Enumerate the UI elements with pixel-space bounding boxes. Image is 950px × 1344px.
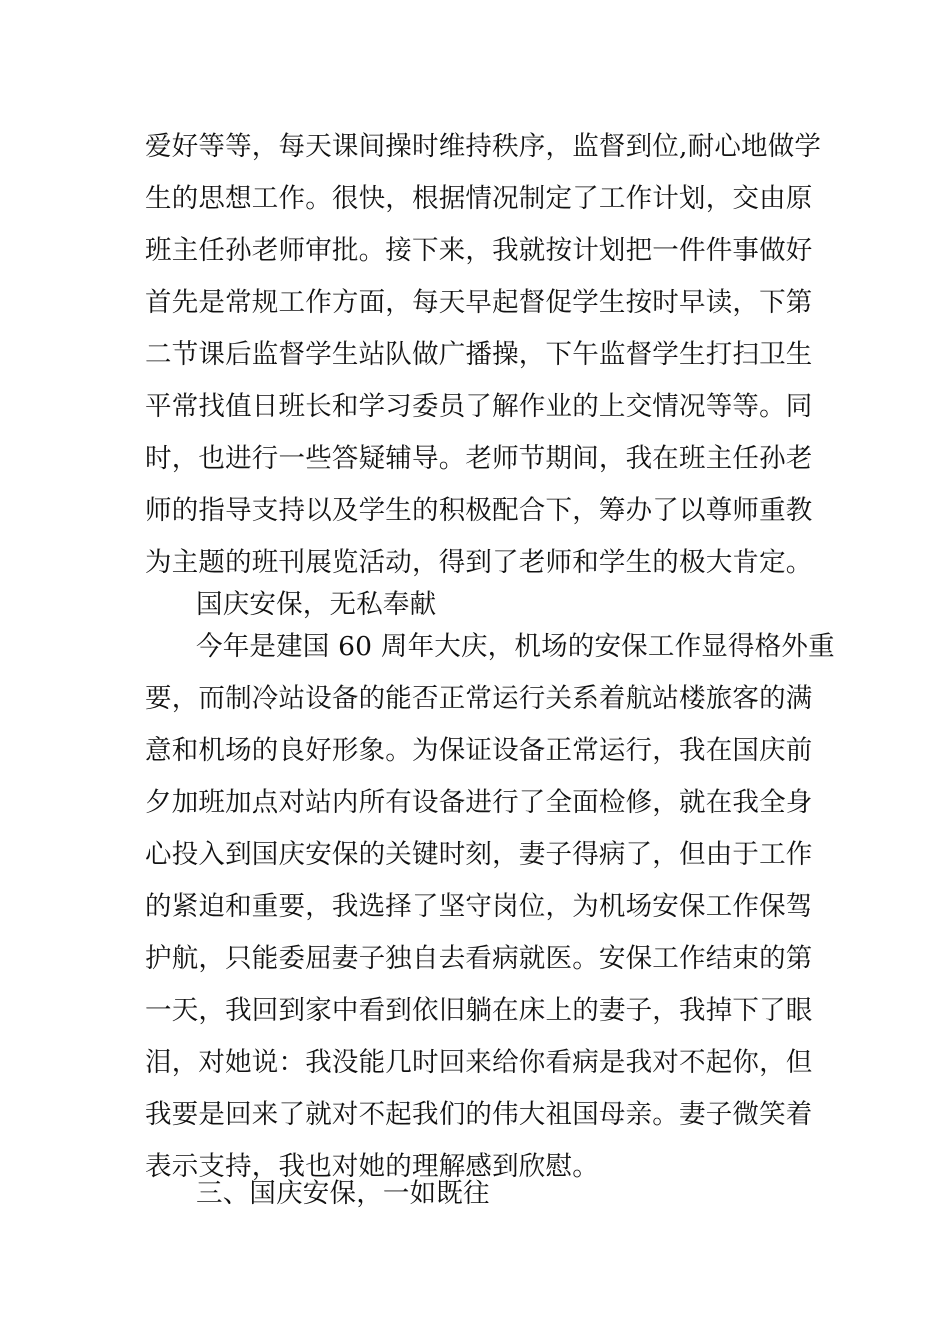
text-line: 意和机场的良好形象。为保证设备正常运行，我在国庆前 (145, 735, 813, 766)
text-line: 时，也进行一些答疑辅导。老师节期间，我在班主任孙老 (145, 443, 813, 474)
text-line: 为主题的班刊展览活动，得到了老师和学生的极大肯定。 (145, 547, 813, 578)
text-line: 的紧迫和重要，我选择了坚守岗位，为机场安保工作保驾 (145, 891, 813, 922)
text-line: 今年是建国 60 周年大庆，机场的安保工作显得格外重 (196, 631, 835, 662)
text-line: 首先是常规工作方面，每天早起督促学生按时早读，下第 (145, 287, 813, 318)
section-heading: 三、国庆安保，一如既往 (196, 1178, 490, 1209)
text-line: 生的思想工作。很快，根据情况制定了工作计划，交由原 (145, 183, 813, 214)
section-heading: 国庆安保，无私奉献 (196, 589, 437, 620)
text-line: 表示支持，我也对她的理解感到欣慰。 (145, 1151, 599, 1182)
text-line: 夕加班加点对站内所有设备进行了全面检修，就在我全身 (145, 787, 813, 818)
text-line: 爱好等等，每天课间操时维持秩序，监督到位,耐心地做学 (145, 131, 822, 162)
text-line: 师的指导支持以及学生的积极配合下，筹办了以尊师重教 (145, 495, 813, 526)
text-line: 我要是回来了就对不起我们的伟大祖国母亲。妻子微笑着 (145, 1099, 813, 1130)
text-line: 要，而制冷站设备的能否正常运行关系着航站楼旅客的满 (145, 683, 813, 714)
text-line: 一天，我回到家中看到依旧躺在床上的妻子，我掉下了眼 (145, 995, 813, 1026)
text-line: 二节课后监督学生站队做广播操，下午监督学生打扫卫生 (145, 339, 813, 370)
text-line: 平常找值日班长和学习委员了解作业的上交情况等等。同 (145, 391, 813, 422)
text-line: 泪，对她说：我没能几时回来给你看病是我对不起你，但 (145, 1047, 813, 1078)
text-line: 班主任孙老师审批。接下来，我就按计划把一件件事做好 (145, 235, 813, 266)
text-line: 护航，只能委屈妻子独自去看病就医。安保工作结束的第 (145, 943, 813, 974)
text-line: 心投入到国庆安保的关键时刻，妻子得病了，但由于工作 (145, 839, 813, 870)
